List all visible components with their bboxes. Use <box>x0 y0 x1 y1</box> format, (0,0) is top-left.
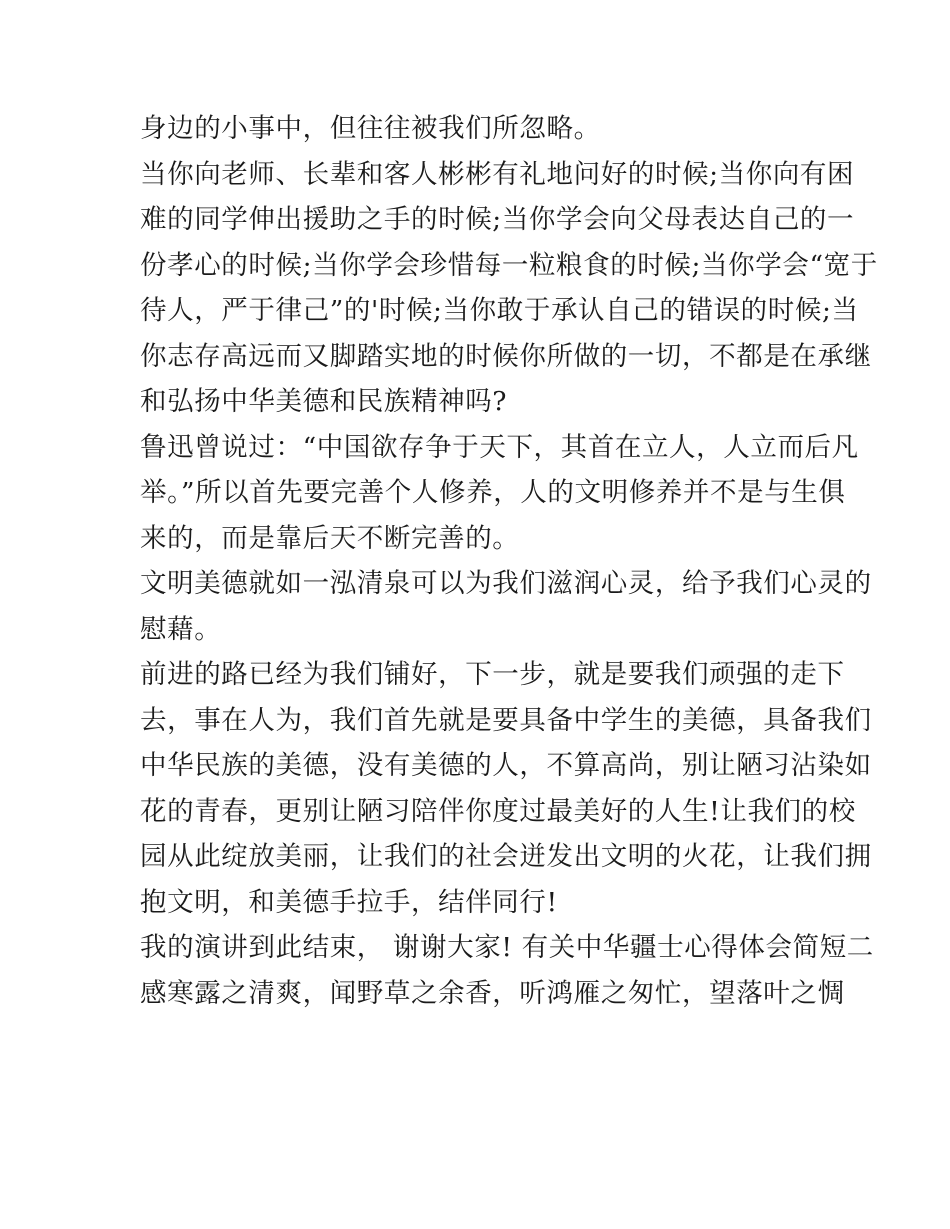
text-line: 去，事在人为，我们首先就是要具备中学生的美德，具备我们 <box>140 704 872 736</box>
text-line: 抱文明，和美德手拉手，结伴同行! <box>140 886 558 918</box>
text-line: 慰藉。 <box>140 613 222 645</box>
text-line: 鲁迅曾说过：“中国欲存争于天下，其首在立人，人立而后凡 <box>140 431 859 463</box>
text-line: 园从此绽放美丽，让我们的社会迸发出文明的火花，让我们拥 <box>140 841 872 872</box>
text-line: 份孝心的时候;当你学会珍惜每一粒粮食的时候;当你学会“宽于 <box>140 249 878 281</box>
text-line: 待人，严于律己”的'时候;当你敢于承认自己的错误的时候;当 <box>140 295 859 326</box>
text-line: 感寒露之清爽，闻野草之余香，听鸿雁之匆忙，望落叶之惆 <box>140 977 845 1009</box>
text-line: 中华民族的美德，没有美德的人，不算高尚，别让陋习沾染如 <box>140 750 872 781</box>
text-line: 来的，而是靠后天不断完善的。 <box>140 522 520 554</box>
text-line: 你志存高远而又脚踏实地的时候你所做的一切，不都是在承继 <box>140 340 872 372</box>
document-page <box>140 106 878 1016</box>
text-line: 文明美德就如一泓清泉可以为我们滋润心灵，给予我们心灵的 <box>140 568 872 599</box>
text-line: 我的演讲到此结束， 谢谢大家! 有关中华疆士心得体会简短二 <box>140 932 874 963</box>
text-line: 举。”所以首先要完善个人修养，人的文明修养并不是与生俱 <box>140 477 846 508</box>
text-line: 和弘扬中华美德和民族精神吗? <box>140 386 508 417</box>
text-line: 身边的小事中，但往往被我们所忽略。 <box>140 113 601 144</box>
text-line: 当你向老师、长辈和客人彬彬有礼地问好的时候;当你向有困 <box>140 158 855 190</box>
text-line: 花的青春，更别让陋习陪伴你度过最美好的人生!让我们的校 <box>140 795 856 827</box>
text-line: 前进的路已经为我们铺好，下一步，就是要我们顽强的走下 <box>140 659 845 690</box>
text-line: 难的同学伸出援助之手的时候;当你学会向父母表达自己的一 <box>140 204 855 235</box>
